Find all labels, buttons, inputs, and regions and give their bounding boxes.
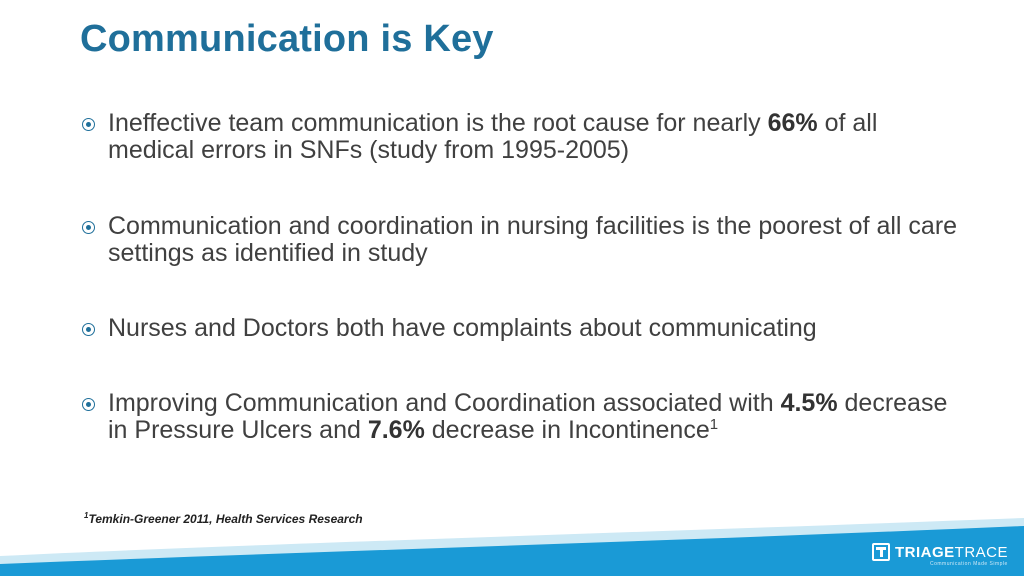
bullet-item <box>82 315 962 342</box>
footnote-text: Temkin-Greener 2011, Health Services Research <box>88 512 363 526</box>
bullet-icon <box>82 221 95 234</box>
bullet-text-pre: Improving Communication and Coordination associated with <box>108 389 781 417</box>
logo-icon <box>872 543 890 561</box>
bullet-text-post: decrease in Incontinence <box>424 416 710 444</box>
bullet-item <box>82 110 962 164</box>
slide-title: Communication is Key <box>80 18 494 60</box>
bullet-highlight: 4.5% <box>780 389 838 417</box>
logo-text-bold: TRIAGE <box>895 543 955 561</box>
bullet-text: Communication and coordination in nursing facilities is the poorest of all care settings as identified in study <box>108 212 958 267</box>
bullet-icon <box>82 323 95 336</box>
bullet-text-mid: decrease in Pressure Ulcers and <box>108 389 948 444</box>
citation-superscript: 1 <box>709 416 719 433</box>
bullet-icon <box>82 398 95 411</box>
bullet-text-pre: Ineffective team communication is the root cause for nearly <box>108 109 768 137</box>
bullet-text-post: of all medical errors in SNFs (study from 1995-2005) <box>108 109 878 164</box>
footnote-marker: 1 <box>84 511 89 520</box>
logo-text <box>895 544 1008 561</box>
bullet-item <box>82 213 962 267</box>
bullet-highlight: 66% <box>767 109 818 137</box>
bullet-list <box>82 110 962 444</box>
bullet-item <box>82 390 962 444</box>
footer-wave <box>0 516 1024 576</box>
company-logo <box>872 542 1008 562</box>
logo-tagline: Communication Made Simple <box>930 561 1008 567</box>
logo-text-thin: TRACE <box>954 543 1009 561</box>
bullet-icon <box>82 118 95 131</box>
bullet-text: Nurses and Doctors both have complaints about communicating <box>108 314 817 342</box>
bullet-highlight: 7.6% <box>367 416 425 444</box>
